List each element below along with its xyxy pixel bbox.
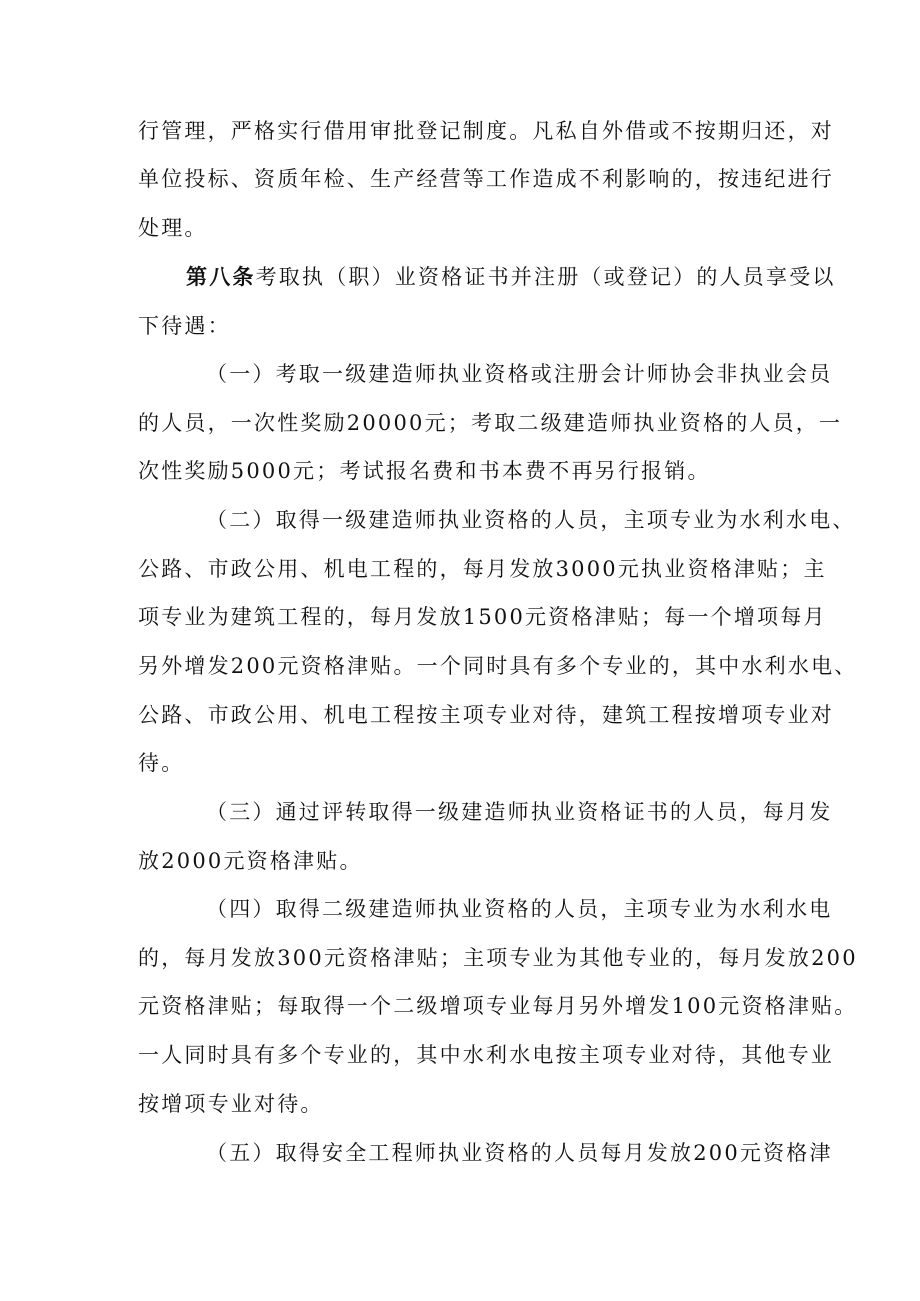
- paragraph-line: 公路、市政公用、机电工程按主项专业对待，建筑工程按增项专业对: [138, 703, 834, 727]
- paragraph-line: 另外增发200元资格津贴。一个同时具有多个专业的，其中水利水电、: [138, 654, 858, 678]
- paragraph-line: 处理。: [138, 216, 208, 240]
- article-8-line: [186, 262, 836, 292]
- paragraph-line: 项专业为建筑工程的，每月发放1500元资格津贴；每一个增项每月: [138, 605, 827, 629]
- paragraph-line: 公路、市政公用、机电工程的，每月发放3000元执业资格津贴；主: [138, 557, 827, 581]
- paragraph-line: 按增项专业对待。: [138, 1092, 324, 1116]
- paragraph-line: 放2000元资格津贴。: [138, 849, 363, 873]
- clause-3-line: （三）通过评转取得一级建造师执业资格证书的人员，每月发: [206, 800, 833, 824]
- clause-5-line: （五）取得安全工程师执业资格的人员每月发放200元资格津: [206, 1141, 833, 1165]
- paragraph-line: 次性奖励5000元；考试报名费和书本费不再另行报销。: [138, 459, 711, 483]
- clause-4-line: （四）取得二级建造师执业资格的人员，主项专业为水利水电: [206, 897, 833, 921]
- clause-2-line: （二）取得一级建造师执业资格的人员，主项专业为水利水电、: [206, 508, 856, 532]
- paragraph-line: 一人同时具有多个专业的，其中水利水电按主项专业对待，其他专业: [138, 1043, 834, 1067]
- paragraph-line: 下待遇：: [138, 314, 231, 338]
- paragraph-line: 待。: [138, 751, 185, 775]
- article-8-text: 考取执（职）业资格证书并注册（或登记）的人员享受以: [255, 265, 836, 289]
- article-8-heading: 第八条: [186, 264, 256, 289]
- paragraph-line: 行管理，严格实行借用审批登记制度。凡私自外借或不按期归还，对: [138, 119, 834, 143]
- paragraph-line: 单位投标、资质年检、生产经营等工作造成不利影响的，按违纪进行: [138, 167, 834, 191]
- paragraph-line: 的，每月发放300元资格津贴；主项专业为其他专业的，每月发放200: [138, 946, 858, 970]
- clause-1-line: （一）考取一级建造师执业资格或注册会计师协会非执业会员: [206, 362, 833, 386]
- paragraph-line: 的人员，一次性奖励20000元；考取二级建造师执业资格的人员，一: [138, 411, 843, 435]
- paragraph-line: 元资格津贴；每取得一个二级增项专业每月另外增发100元资格津贴。: [138, 994, 858, 1018]
